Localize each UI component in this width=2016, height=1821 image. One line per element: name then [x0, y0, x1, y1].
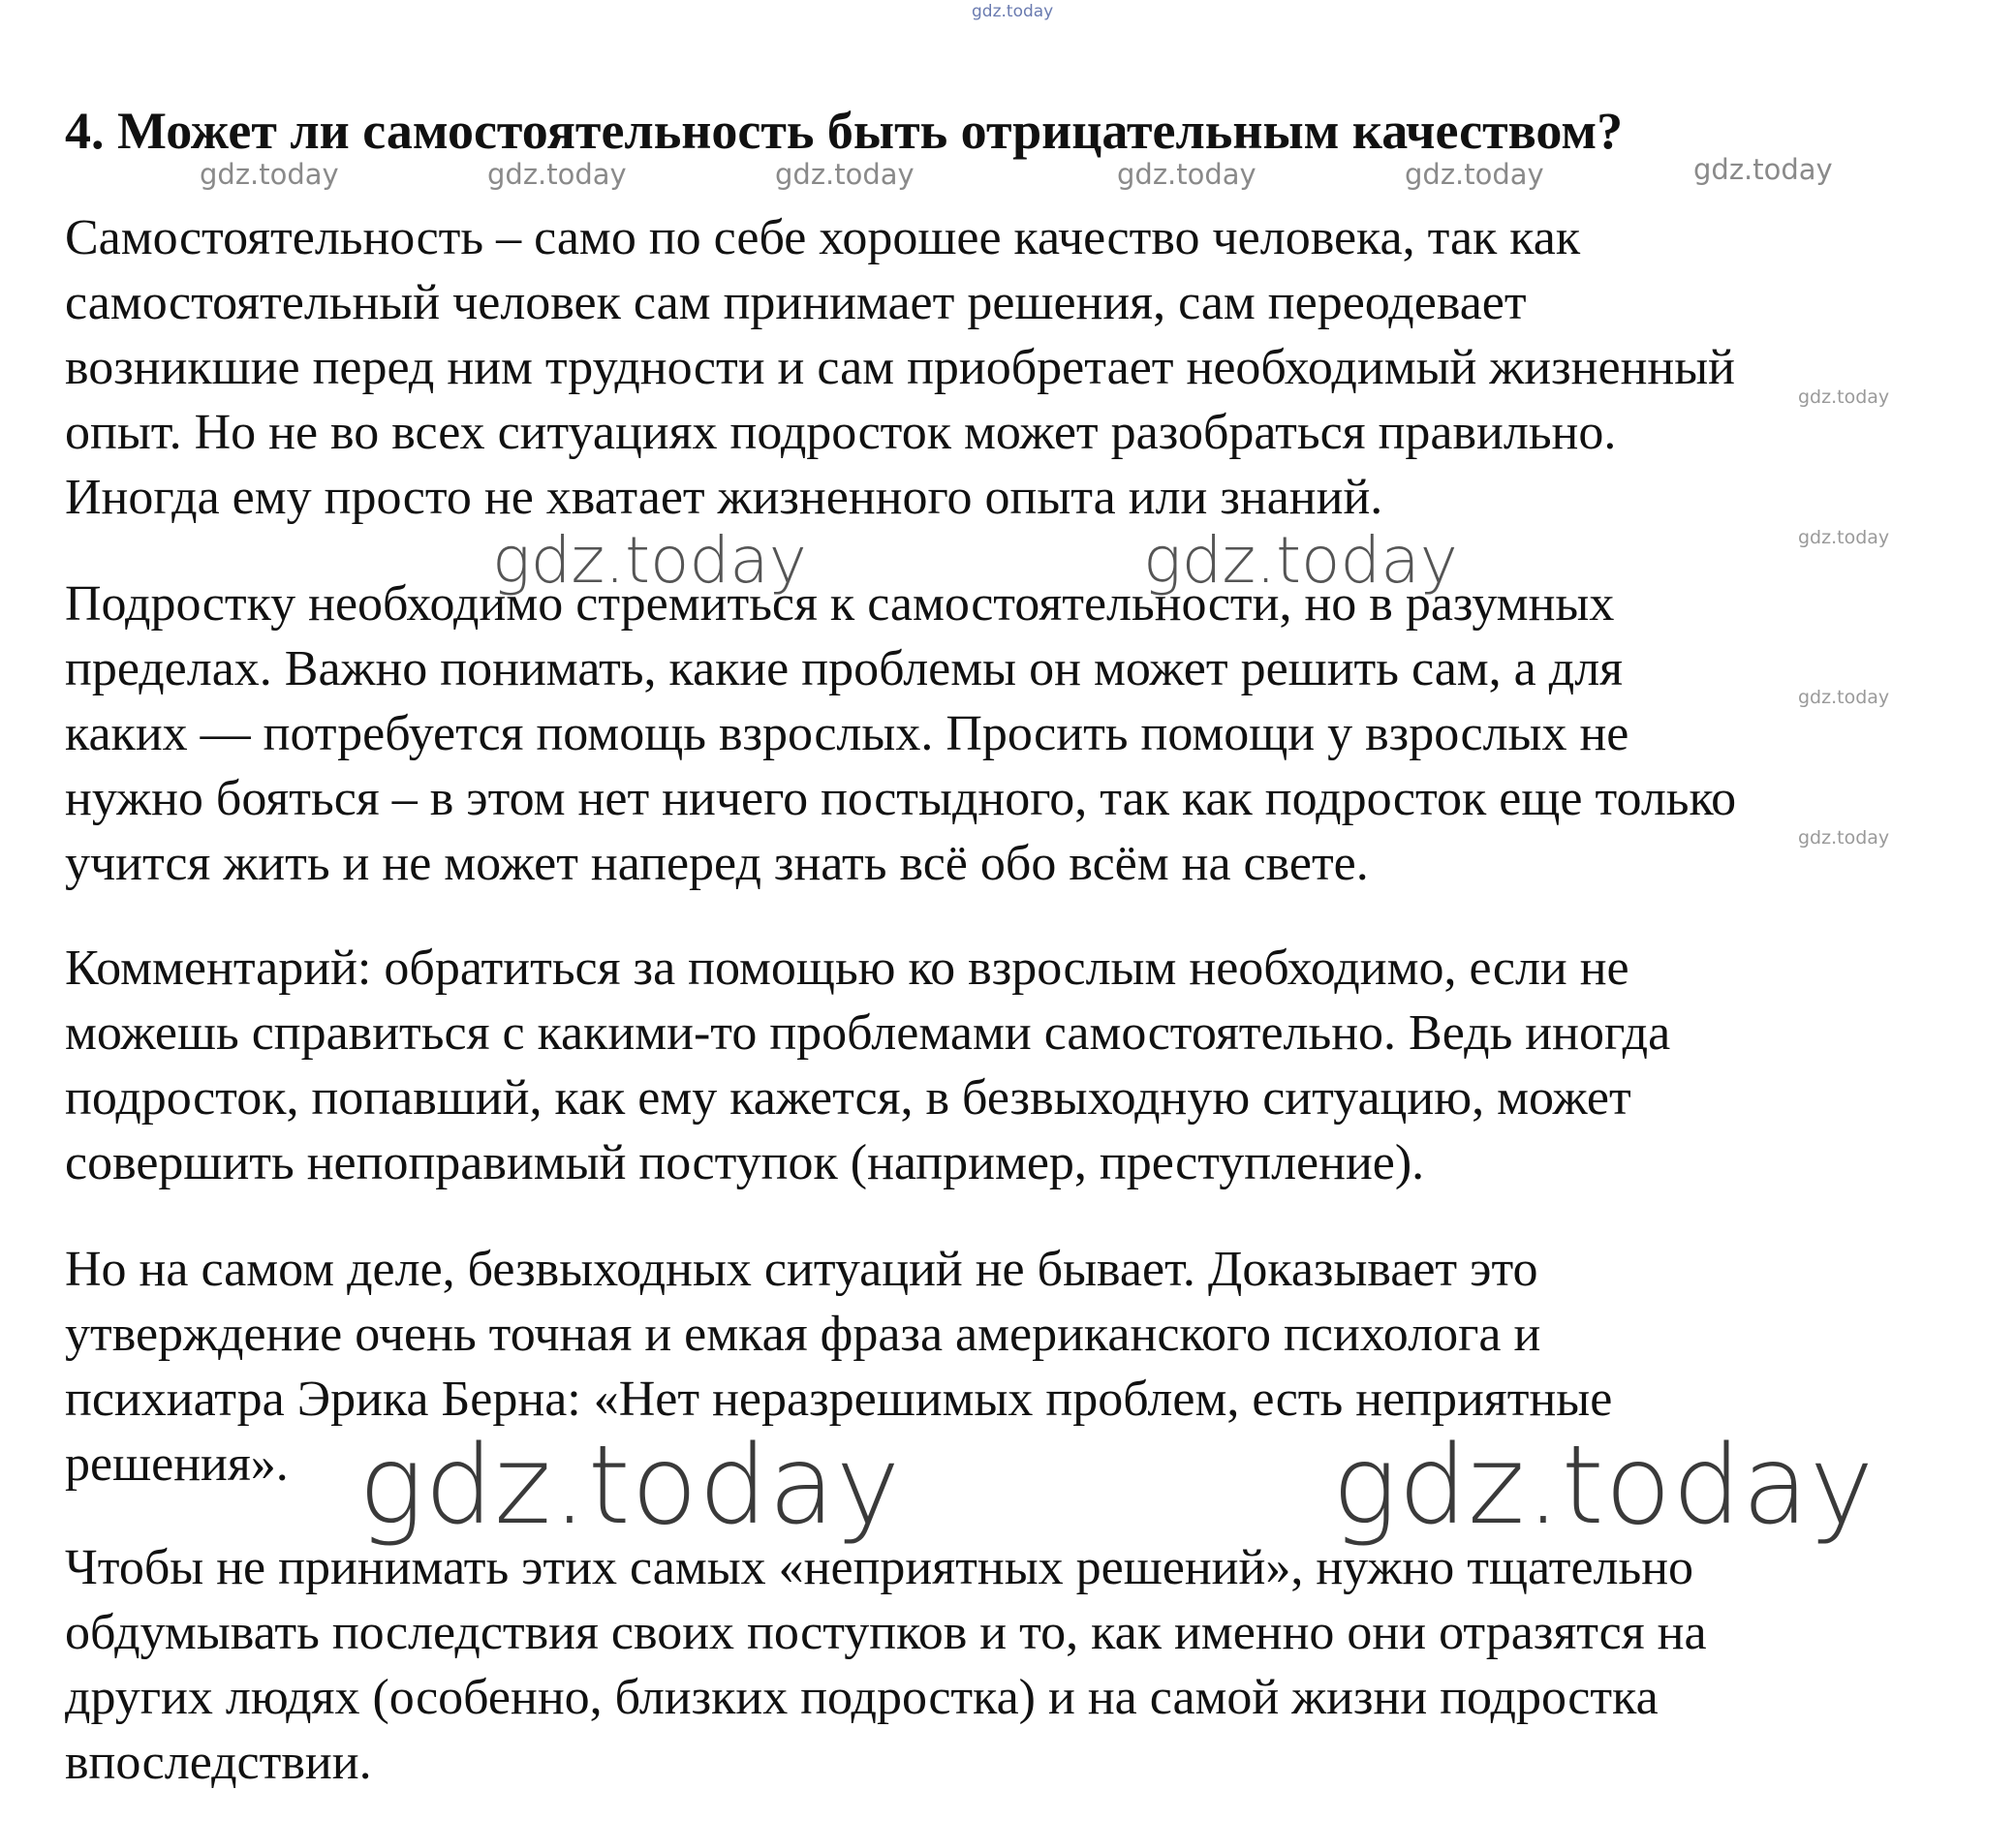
watermark: gdz.today: [1405, 158, 1544, 191]
watermark: gdz.today: [1332, 1423, 1876, 1549]
text-line: возникшие перед ним трудности и сам приобретает необходимый жизненный: [65, 340, 1735, 395]
text-line: подросток, попавший, как ему кажется, в безвыходную ситуацию, может: [65, 1070, 1631, 1126]
watermark: gdz.today: [1693, 153, 1833, 186]
watermark: gdz.today: [775, 158, 915, 191]
watermark: gdz.today: [487, 158, 627, 191]
text-line: других людях (особенно, близких подростка) и на самой жизни подростка: [65, 1670, 1659, 1725]
text-line: Комментарий: обратиться за помощью ко взрослым необходимо, если не: [65, 941, 1629, 996]
text-line: утверждение очень точная и емкая фраза американского психолога и: [65, 1307, 1541, 1362]
watermark: gdz.today: [200, 158, 339, 191]
text-line: опыт. Но не во всех ситуациях подросток может разобраться правильно.: [65, 405, 1617, 460]
text-line: совершить непоправимый поступок (например, преступление).: [65, 1135, 1425, 1190]
text-line: учится жить и не может наперед знать всё обо всём на свете.: [65, 836, 1369, 891]
watermark-top: gdz.today: [972, 2, 1054, 21]
text-line: Самостоятельность – само по себе хорошее качество человека, так как: [65, 210, 1581, 265]
paragraph-3: [65, 936, 2002, 1195]
watermark: gdz.today: [1798, 527, 1890, 548]
text-line: самостоятельный человек сам принимает решения, сам переодевает: [65, 275, 1527, 330]
text-line: обдумывать последствия своих поступков и то, как именно они отразятся на: [65, 1605, 1707, 1660]
text-line: решения».: [65, 1436, 289, 1492]
paragraph-5: [65, 1535, 2002, 1795]
watermark: gdz.today: [1798, 827, 1890, 849]
page-title: 4. Может ли самостоятельность быть отрицательным качеством?: [65, 102, 1624, 160]
text-line: психиатра Эрика Берна: «Нет неразрешимых проблем, есть неприятные: [65, 1372, 1613, 1427]
text-line: пределах. Важно понимать, какие проблемы он может решить сам, а для: [65, 641, 1624, 696]
watermark: gdz.today: [1143, 523, 1458, 598]
text-line: нужно бояться – в этом нет ничего постыдного, так как подросток еще только: [65, 771, 1737, 826]
watermark: gdz.today: [492, 523, 807, 598]
text-line: Чтобы не принимать этих самых «неприятных решений», нужно тщательно: [65, 1540, 1694, 1595]
paragraph-2: [65, 571, 2002, 896]
text-line: Подростку необходимо стремиться к самостоятельности, но в разумных: [65, 576, 1615, 632]
text-line: каких — потребуется помощь взрослых. Просить помощи у взрослых не: [65, 706, 1629, 761]
watermark: gdz.today: [358, 1423, 902, 1549]
watermark: gdz.today: [1117, 158, 1256, 191]
text-line: Иногда ему просто не хватает жизненного опыта или знаний.: [65, 470, 1383, 525]
paragraph-1: [65, 205, 2002, 530]
text-line: Но на самом деле, безвыходных ситуаций не бывает. Доказывает это: [65, 1242, 1538, 1297]
text-line: можешь справиться с какими-то проблемами самостоятельно. Ведь иногда: [65, 1005, 1671, 1061]
watermark: gdz.today: [1798, 687, 1890, 708]
watermark: gdz.today: [1798, 386, 1890, 408]
text-line: впоследствии.: [65, 1735, 372, 1790]
